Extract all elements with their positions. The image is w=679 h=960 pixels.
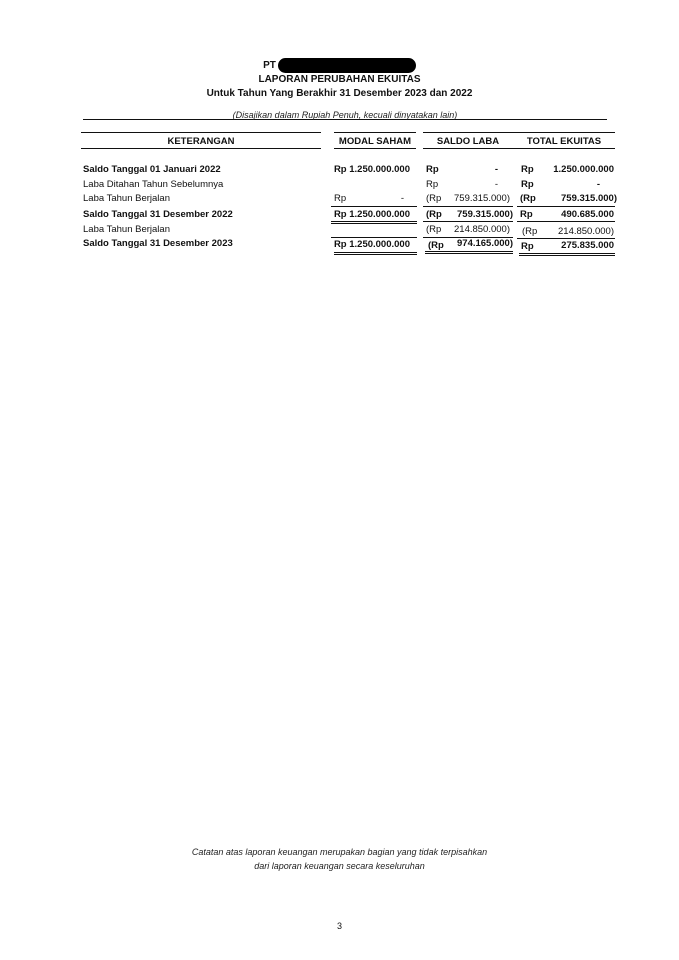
- modal-saham-currency: Rp: [334, 193, 347, 204]
- saldo-laba-currency: Rp: [426, 179, 439, 190]
- final-rule-modal-1: [334, 252, 417, 253]
- row-label: Saldo Tanggal 31 Desember 2022: [83, 209, 233, 220]
- total-ekuitas-currency: (Rp: [520, 193, 536, 204]
- modal-saham-value: Rp 1.250.000.000: [333, 209, 410, 220]
- col-rule-bottom-total: [513, 148, 615, 149]
- saldo-laba-value: 214.850.000): [454, 224, 510, 235]
- column-header-modal-saham: MODAL SAHAM: [338, 136, 412, 147]
- row-label: Saldo Tanggal 31 Desember 2023: [83, 238, 233, 249]
- total-ekuitas-value: 759.315.000): [561, 193, 617, 204]
- row-label: Laba Tahun Berjalan: [83, 193, 170, 204]
- total-ekuitas-value: 275.835.000: [561, 240, 614, 251]
- report-title: LAPORAN PERUBAHAN EKUITAS: [258, 74, 421, 85]
- redacted-company-name: [278, 58, 416, 73]
- col-rule-top-laba: [423, 132, 513, 133]
- modal-saham-value: Rp 1.250.000.000: [333, 239, 410, 250]
- company-prefix: PT: [263, 60, 276, 71]
- col-rule-top-total: [513, 132, 615, 133]
- footer-line-2: dari laporan keuangan secara keseluruhan: [254, 861, 425, 871]
- footer-note: [0, 845, 679, 873]
- modal-saham-value: Rp 1.250.000.000: [333, 164, 410, 175]
- saldo-laba-value: -: [494, 164, 498, 175]
- col-rule-top-keterangan: [81, 132, 321, 133]
- total-ekuitas-value: 1.250.000.000: [553, 164, 614, 175]
- total-rule-laba: [423, 221, 513, 222]
- total-ekuitas-value: 214.850.000): [558, 226, 614, 237]
- report-period: Untuk Tahun Yang Berakhir 31 Desember 2023 dan 2022: [206, 88, 473, 99]
- saldo-laba-value: 759.315.000): [457, 209, 513, 220]
- total-ekuitas-currency: Rp: [521, 241, 534, 252]
- saldo-laba-currency: Rp: [426, 164, 439, 175]
- total-rule-modal-1: [331, 221, 417, 222]
- final-rule-total-2: [519, 255, 615, 256]
- row-label: Laba Tahun Berjalan: [83, 224, 170, 235]
- saldo-laba-value: 974.165.000): [457, 238, 513, 249]
- row-label: Saldo Tanggal 01 Januari 2022: [83, 164, 221, 175]
- total-ekuitas-currency: Rp: [521, 164, 534, 175]
- subtotal-rule-total: [517, 206, 615, 207]
- col-rule-bottom-modal: [334, 148, 416, 149]
- saldo-laba-currency: (Rp: [426, 209, 442, 220]
- saldo-laba-currency: (Rp: [426, 193, 442, 204]
- final-rule-total-1: [519, 253, 615, 254]
- page-number: 3: [336, 921, 342, 931]
- total-ekuitas-currency: Rp: [521, 179, 534, 190]
- saldo-laba-currency: (Rp: [426, 224, 442, 235]
- total-ekuitas-value: 490.685.000: [561, 209, 614, 220]
- saldo-laba-value: -: [494, 179, 498, 190]
- presentation-note: (Disajikan dalam Rupiah Penuh, kecuali dinyatakan lain): [232, 110, 458, 120]
- column-header-total-ekuitas: TOTAL EKUITAS: [526, 136, 602, 147]
- modal-saham-value: -: [400, 193, 404, 204]
- col-rule-top-modal: [334, 132, 416, 133]
- column-header-saldo-laba: SALDO LABA: [436, 136, 500, 147]
- final-rule-laba-1: [425, 251, 513, 252]
- saldo-laba-currency: (Rp: [428, 240, 444, 251]
- final-rule-modal-2: [334, 254, 417, 255]
- total-rule-total: [517, 221, 615, 222]
- col-rule-bottom-keterangan: [81, 148, 321, 149]
- total-ekuitas-currency: (Rp: [522, 226, 538, 237]
- saldo-laba-value: 759.315.000): [454, 193, 510, 204]
- total-ekuitas-currency: Rp: [520, 209, 533, 220]
- total-rule-modal-2: [331, 223, 417, 224]
- subtotal-rule-modal: [331, 206, 417, 207]
- footer-line-1: Catatan atas laporan keuangan merupakan bagian yang tidak terpisahkan: [191, 847, 488, 857]
- total-ekuitas-value: -: [596, 179, 600, 190]
- col-rule-bottom-laba: [423, 148, 513, 149]
- subtotal-rule-laba: [423, 206, 513, 207]
- column-header-keterangan: KETERANGAN: [167, 136, 235, 147]
- final-rule-laba-2: [425, 253, 513, 254]
- row-label: Laba Ditahan Tahun Sebelumnya: [83, 179, 224, 190]
- company-name: [0, 58, 679, 73]
